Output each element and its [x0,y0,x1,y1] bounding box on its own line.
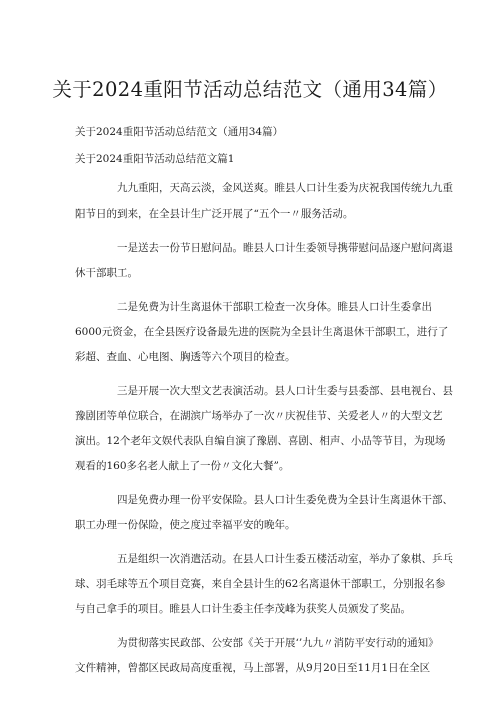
paragraph-line: 职工办理一份保险，使之度过幸福平安的晚年。 [75,519,296,531]
paragraph-line: 为贯彻落实民政部、公安部《关于开展‘’九九〃消防平安行动的通知》 [117,637,439,649]
paragraph-line: 彩超、查血、心电图、胸透等六个项目的检查。 [75,351,296,363]
paragraph-line: 一是送去一份节日慰问品。睢县人口计生委领导携带慰问品逐户慰问离退 [117,242,453,254]
paragraph-line: 与自己拿手的项目。睢县人口计生委主任李茂峰为获奖人员颁发了奖品。 [75,603,411,615]
paragraph-line: 九九重阳，天高云淡，金风送爽。睢县人口计生委为庆祝我国传统九九重 [117,182,453,194]
paragraph-line: 豫剧团等单位联合，在湖滨广场举办了一次〃庆祝佳节、关爱老人〃的大型文艺 [75,410,443,422]
paragraph-line: 观看的160多名老人献上了一份〃文化大餐”。 [75,460,290,472]
paragraph-line: 文件精神，曾都区民政局高度重视，马上部署，从9月20日至11月1日在全区 [75,662,431,674]
paragraph-line: 五是组织一次消遣活动。在县人口计生委五楼活动室，举办了象棋、乒乓 [117,553,453,565]
paragraph-line: 四是免费办理一份平安保险。县人口计生委免费为全县计生离退休干部、 [117,494,453,506]
document-subtitle: 关于2024重阳节活动总结范文（通用34篇） [75,126,284,138]
paragraph-line: 6000元资金，在全县医疗设备最先进的医院为全县计生离退休干部职工，进行了 [75,326,449,338]
paragraph-line: 演出。12个老年文娱代表队自编自演了豫剧、喜剧、相声、小品等节目，为现场 [75,435,446,447]
paragraph-line: 休干部职工。 [75,267,138,279]
paragraph-line: 二是免费为计生离退休干部职工检查一次身体。睢县人口计生委拿出 [117,301,432,313]
paragraph-line: 阳节日的到来，在全县计生广泛开展了“五个一〃服务活动。 [75,208,354,220]
section-heading: 关于2024重阳节活动总结范文篇1 [75,153,235,165]
document-title: 关于2024重阳节活动总结范文（通用34篇） [52,78,448,101]
paragraph-line: 球、羽毛球等五个项目竞赛，来自全县计生的62名离退休干部职工，分别报名参 [75,578,446,590]
paragraph-line: 三是开展一次大型文艺表演活动。县人口计生委与县委部、县电视台、县 [117,385,453,397]
